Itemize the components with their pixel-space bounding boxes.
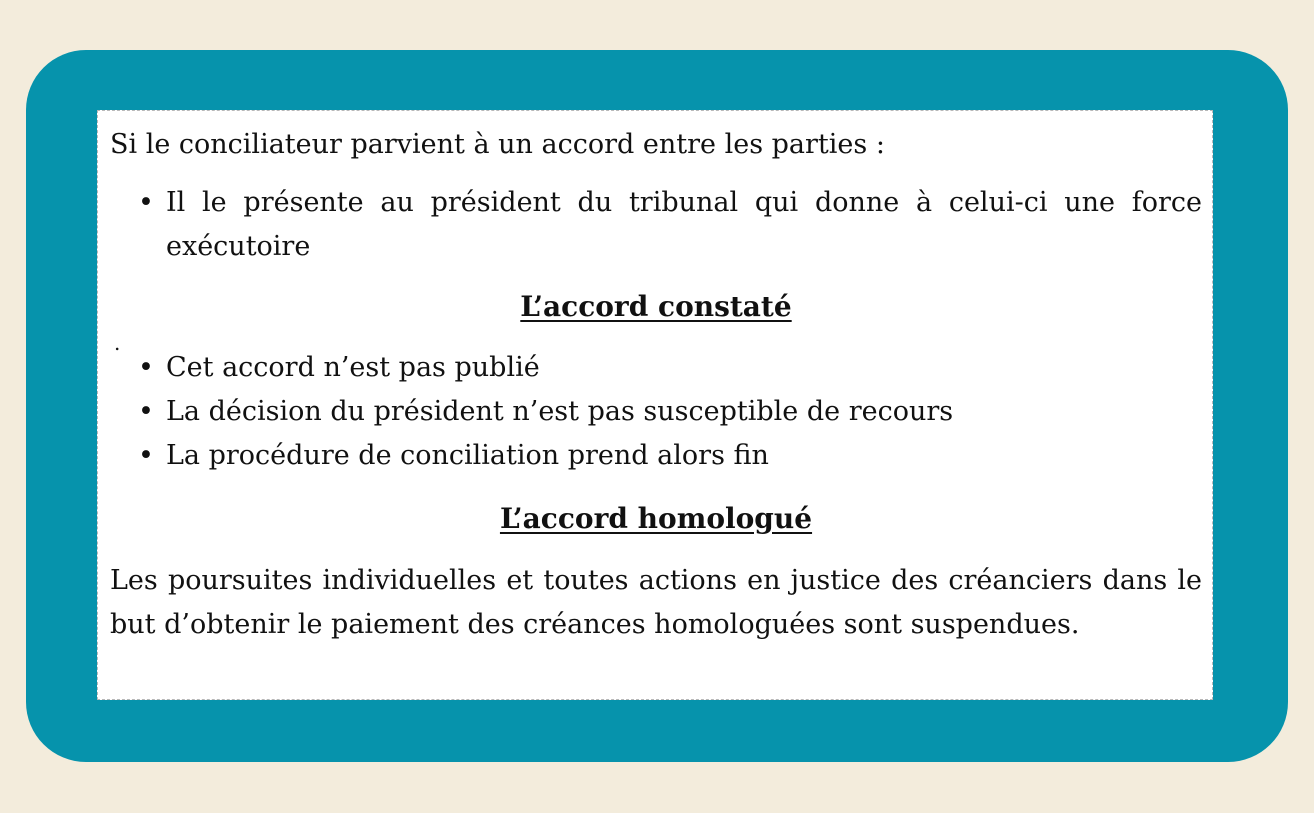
list-item: • La décision du président n’est pas susceptible de recours [98, 390, 1202, 434]
section-heading-accord-homologue: L’accord homologué [499, 502, 813, 535]
list-item: • La procédure de conciliation prend alors fin [98, 434, 1202, 478]
execution-bullet-list [98, 181, 1202, 269]
section-heading-accord-constate: L’accord constaté [520, 290, 792, 323]
list-item: • Il le présente au président du tribunal qui donne à celui-ci une force exécutoire [98, 181, 1202, 269]
content-card [97, 110, 1213, 700]
accord-constate-bullet-list [98, 346, 1202, 478]
accord-homologue-paragraph: Les poursuites individuelles et toutes actions en justice des créanciers dans le but d’obtenir le paiement des créances homologuées sont suspendues. [110, 565, 1202, 640]
stray-dot: . [114, 331, 121, 355]
list-item: • Cet accord n’est pas publié [98, 346, 1202, 390]
intro-text: Si le conciliateur parvient à un accord entre les parties : [110, 129, 885, 160]
